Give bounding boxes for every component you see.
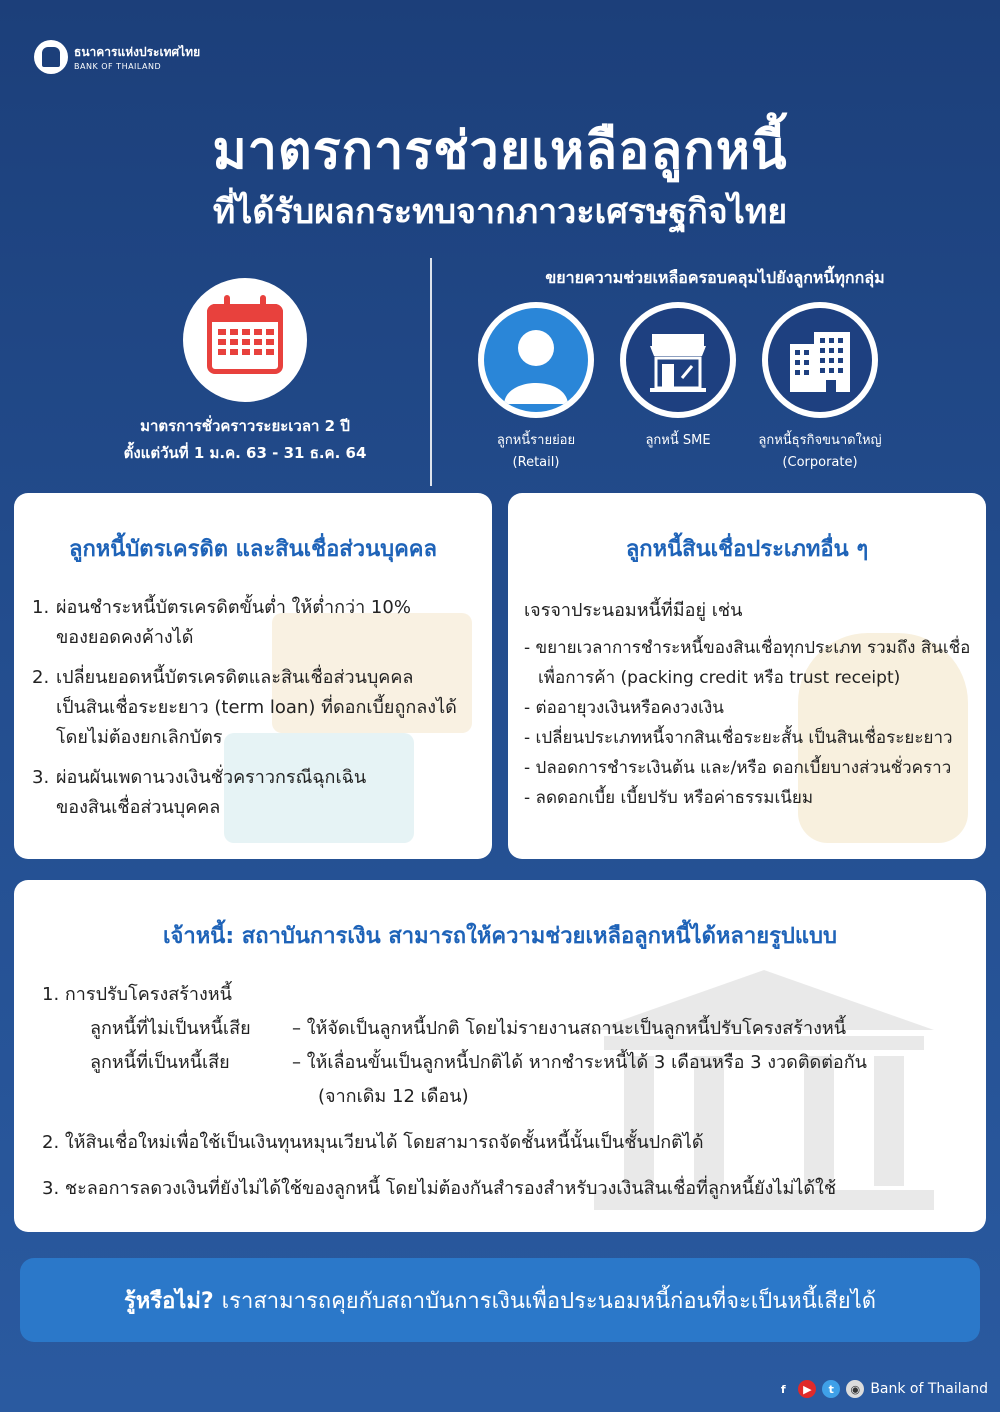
building-icon <box>768 308 872 412</box>
footer <box>774 1380 988 1398</box>
list-item: 3. ผ่อนผันเพดานวงเงินชั่วคราวกรณีฉุกเฉิน ของสินเชื่อส่วนบุคคล <box>32 767 367 818</box>
groups-heading: ขยายความช่วยเหลือครอบคลุมไปยังลูกหนี้ทุกกลุ่ม <box>545 268 885 287</box>
page-subtitle: ที่ได้รับผลกระทบจากภาวะเศรษฐกิจไทย <box>212 192 788 232</box>
facebook-icon[interactable]: f <box>780 1382 786 1396</box>
creditor-list <box>42 978 972 1206</box>
bank-name-en: BANK OF THAILAND <box>74 62 162 71</box>
sub-text: – ให้จัดเป็นลูกหนี้ปกติ โดยไม่รายงานสถานะเป็นลูกหนี้ปรับโครงสร้างหนี้ <box>292 1018 847 1039</box>
measure-period <box>100 413 390 467</box>
calendar-badge <box>183 278 307 402</box>
sub-text: – ให้เลื่อนขั้นเป็นลูกหนี้ปกติได้ หากชำระหนี้ได้ 3 เดือนหรือ 3 งวดติดต่อกัน <box>292 1052 867 1073</box>
header-divider <box>430 258 432 486</box>
group-label-retail: ลูกหนี้รายย่อย (Retail) <box>496 433 576 470</box>
list-item: 2. ให้สินเชื่อใหม่เพื่อใช้เป็นเงินทุนหมุนเวียนได้ โดยสามารถจัดชั้นหนี้นั้นเป็นชั้นปกติได้ <box>42 1132 704 1153</box>
did-you-know-banner <box>20 1258 980 1342</box>
list-item: - ลดดอกเบี้ย เบี้ยปรับ หรือค่าธรรมเนียม <box>524 788 814 808</box>
other-loans-intro: เจรจาประนอมหนี้ที่มีอยู่ เช่น <box>524 600 743 621</box>
list-item: 1. ผ่อนชำระหนี้บัตรเครดิตขั้นต่ำ ให้ต่ำกว่า 10% ของยอดคงค้างได้ <box>32 597 411 648</box>
list-item: - ขยายเวลาการชำระหนี้ของสินเชื่อทุกประเภท รวมถึง สินเชื่อเพื่อการค้า (packing credit หรือ trust receipt) <box>524 638 971 688</box>
sme-badge <box>620 302 736 418</box>
youtube-icon[interactable]: ▶ <box>798 1380 816 1398</box>
retail-badge <box>478 302 594 418</box>
page-title: มาตรการช่วยเหลือลูกหนี้ <box>212 121 788 181</box>
creditor-heading: เจ้าหนี้: สถาบันการเงิน สามารถให้ความช่วยเหลือลูกหนี้ได้หลายรูปแบบ <box>163 924 837 949</box>
period-duration: มาตรการชั่วคราวระยะเวลา 2 ปี <box>140 417 350 435</box>
footer-label: Bank of Thailand <box>870 1381 988 1397</box>
list-item: 1. การปรับโครงสร้างหนี้ <box>42 984 232 1005</box>
bank-logo <box>34 40 200 74</box>
list-item: - ต่ออายุวงเงินหรือคงวงเงิน <box>524 698 724 718</box>
person-icon <box>484 308 588 412</box>
banner-bold: รู้หรือไม่? <box>123 1288 214 1314</box>
list-item <box>42 1046 972 1080</box>
credit-card-heading: ลูกหนี้บัตรเครดิต และสินเชื่อส่วนบุคคล <box>68 537 437 562</box>
other-loans-list <box>524 633 979 813</box>
credit-card-card <box>14 493 492 859</box>
list-item <box>42 1012 972 1046</box>
credit-card-list <box>32 593 482 833</box>
bank-seal-icon <box>34 40 68 74</box>
period-dates: ตั้งแต่วันที่ 1 ม.ค. 63 - 31 ธ.ค. 64 <box>123 444 367 462</box>
other-loans-heading: ลูกหนี้สินเชื่อประเภทอื่น ๆ <box>625 537 869 562</box>
other-loans-card <box>508 493 986 859</box>
group-label-sme: ลูกหนี้ SME <box>645 433 711 448</box>
line-icon[interactable]: ◉ <box>846 1380 864 1398</box>
calendar-icon <box>207 304 283 374</box>
list-item: - ปลอดการชำระเงินต้น และ/หรือ ดอกเบี้ยบางส่วนชั่วคราว <box>524 758 952 778</box>
list-item: 2. เปลี่ยนยอดหนี้บัตรเครดิตและสินเชื่อส่วนบุคคล เป็นสินเชื่อระยะยาว (term loan) ที่ดอกเบี้ยถูกลงได้ โดยไม่ต้องยกเลิกบัตร <box>32 667 457 748</box>
twitter-icon[interactable]: t <box>822 1380 840 1398</box>
shop-icon <box>626 308 730 412</box>
sub-label: ลูกหนี้ที่เป็นหนี้เสีย <box>90 1052 230 1073</box>
list-item: - เปลี่ยนประเภทหนี้จากสินเชื่อระยะสั้น เป็นสินเชื่อระยะยาว <box>524 728 953 748</box>
list-item: 3. ชะลอการลดวงเงินที่ยังไม่ได้ใช้ของลูกหนี้ โดยไม่ต้องกันสำรองสำหรับวงเงินสินเชื่อที่ลูกหนี้ยังไม่ได้ใช้ <box>42 1178 837 1199</box>
sub-label: ลูกหนี้ที่ไม่เป็นหนี้เสีย <box>90 1018 251 1039</box>
corporate-badge <box>762 302 878 418</box>
sub-text-continued: (จากเดิม 12 เดือน) <box>318 1086 469 1107</box>
group-label-corporate: ลูกหนี้ธุรกิจขนาดใหญ่ (Corporate) <box>758 433 882 470</box>
banner-text: เราสามารถคุยกับสถาบันการเงินเพื่อประนอมหนี้ก่อนที่จะเป็นหนี้เสียได้ <box>221 1288 877 1314</box>
bank-name-th: ธนาคารแห่งประเทศไทย <box>74 45 201 59</box>
creditor-card <box>14 880 986 1232</box>
